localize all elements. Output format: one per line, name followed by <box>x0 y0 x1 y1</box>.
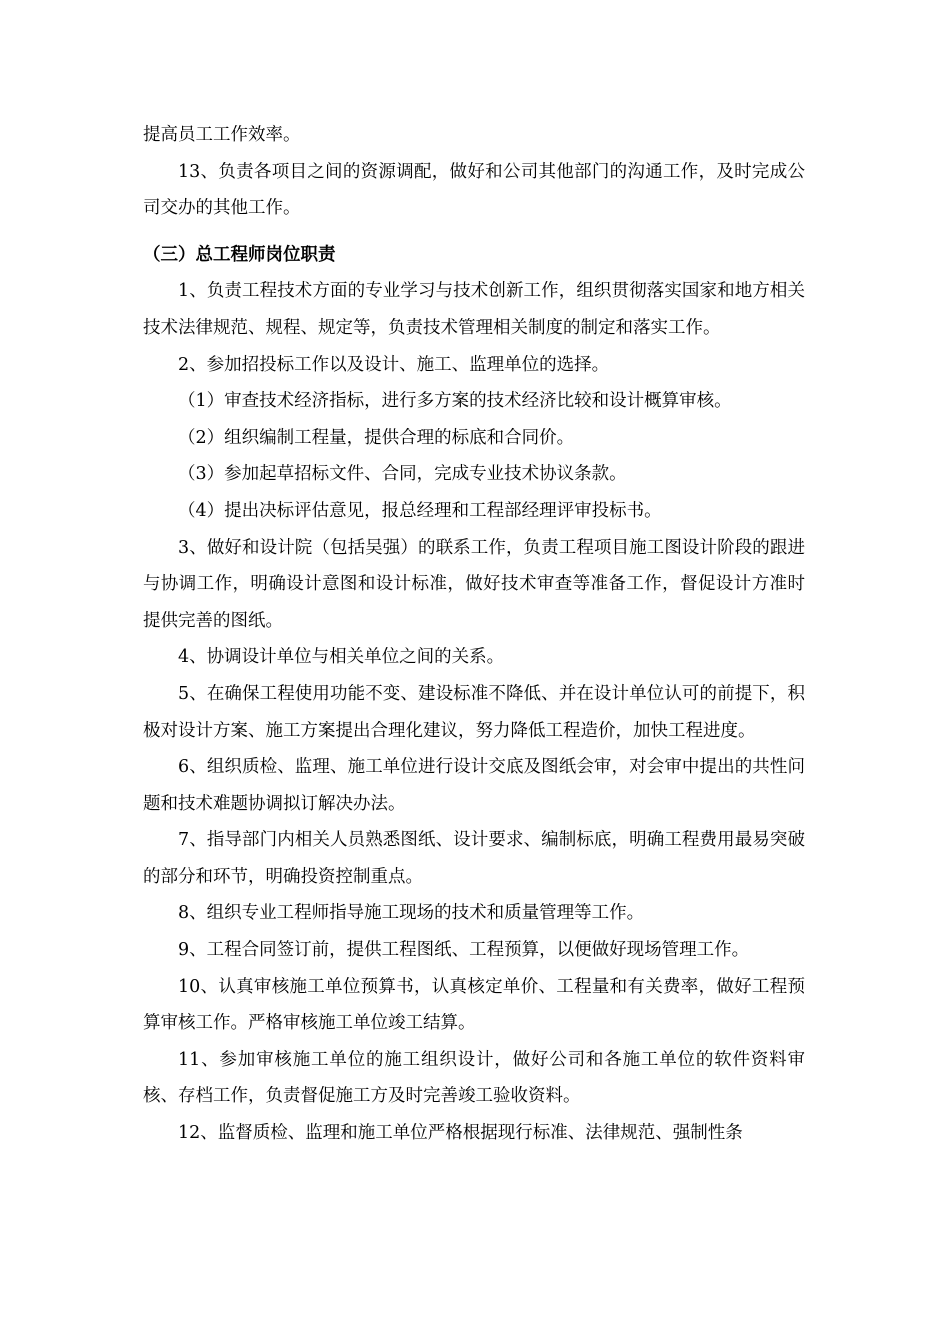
section-heading: （三）总工程师岗位职责 <box>143 244 336 265</box>
duty-item-7: 7、指导部门内相关人员熟悉图纸、设计要求、编制标底，明确工程费用最易突破的部分和环节，明确投资控制重点。 <box>143 830 805 887</box>
duty-item-10: 10、认真审核施工单位预算书，认真核定单价、工程量和有关费率，做好工程预算审核工作。严格审核施工单位竣工结算。 <box>143 976 805 1034</box>
sub-item-4: （4）提出决标评估意见，报总经理和工程部经理评审投标书。 <box>178 500 662 521</box>
duty-item-11: 11、参加审核施工单位的施工组织设计，做好公司和各施工单位的软件资料审核、存档工作，负责督促施工方及时完善竣工验收资料。 <box>143 1049 805 1107</box>
duty-item-1: 1、负责工程技术方面的专业学习与技术创新工作，组织贯彻落实国家和地方相关技术法律规范、规程、规定等，负责技术管理相关制度的制定和落实工作。 <box>143 281 805 338</box>
duty-item-6: 6、组织质检、监理、施工单位进行设计交底及图纸会审，对会审中提出的共性问题和技术难题协调拟订解决办法。 <box>143 757 805 814</box>
duty-item-3: 3、做好和设计院（包括吴强）的联系工作，负责工程项目施工图设计阶段的跟进与协调工作，明确设计意图和设计标准，做好技术审查等准备工作，督促设计方准时提供完善的图纸。 <box>143 537 805 631</box>
duty-item-12: 12、监督质检、监理和施工单位严格根据现行标准、法律规范、强制性条 <box>178 1123 743 1144</box>
sub-item-1: （1）审查技术经济指标，进行多方案的技术经济比较和设计概算审核。 <box>178 391 732 412</box>
duty-item-5: 5、在确保工程使用功能不变、建设标准不降低、并在设计单位认可的前提下，积极对设计方案、施工方案提出合理化建议，努力降低工程造价，加快工程进度。 <box>143 683 805 741</box>
duty-item-9: 9、工程合同签订前，提供工程图纸、工程预算，以便做好现场管理工作。 <box>178 940 750 961</box>
sub-item-2: （2）组织编制工程量，提供合理的标底和合同价。 <box>178 427 575 448</box>
duty-item-13: 13、负责各项目之间的资源调配，做好和公司其他部门的沟通工作，及时完成公司交办的其他工作。 <box>143 161 805 219</box>
continued-paragraph: 提高员工工作效率。 <box>143 125 301 145</box>
sub-item-3: （3）参加起草招标文件、合同，完成专业技术协议条款。 <box>178 464 627 485</box>
duty-item-4: 4、协调设计单位与相关单位之间的关系。 <box>178 647 505 668</box>
duty-item-2: 2、参加招投标工作以及设计、施工、监理单位的选择。 <box>178 354 610 375</box>
duty-item-8: 8、组织专业工程师指导施工现场的技术和质量管理等工作。 <box>178 903 645 924</box>
